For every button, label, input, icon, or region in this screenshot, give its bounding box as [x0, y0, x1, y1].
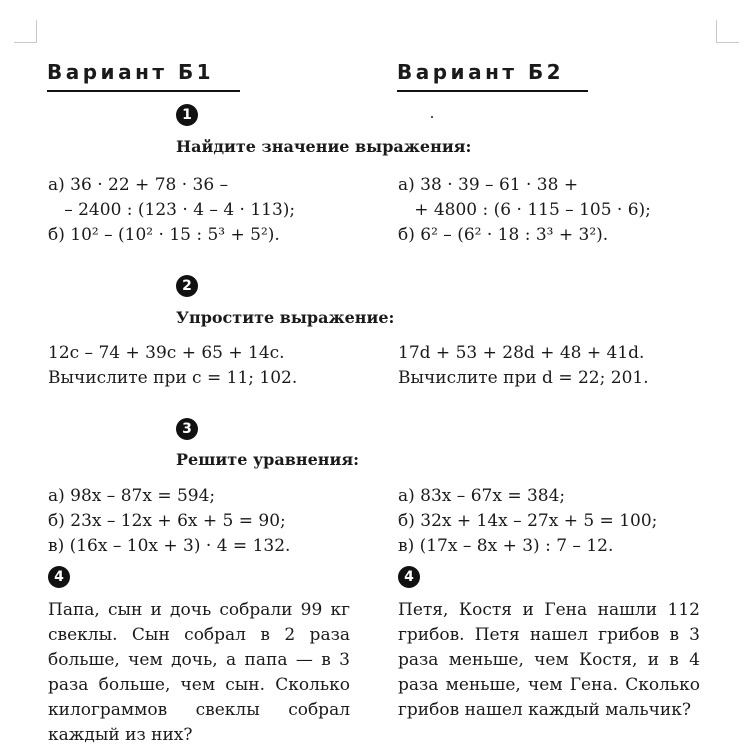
task-4-right-problem: Петя, Костя и Гена нашли 112 грибов. Петя нашел грибов в 3 раза меньше, чем Костя, и в 4 раза меньше, чем Гена. Сколько грибов нашел каждый мальчик? — [398, 600, 700, 720]
corner-mark-top-right — [716, 20, 739, 43]
task-1-right-line: б) 6² – (6² · 18 : 3³ + 3²). — [398, 225, 609, 245]
task-1-right-line: + 4800 : (6 · 115 – 105 · 6); — [398, 200, 651, 220]
task-4-left-number-icon: 4 — [48, 566, 70, 588]
task-3-right-line: б) 32x + 14x – 27x + 5 = 100; — [398, 511, 658, 531]
task-1-left — [48, 173, 295, 248]
task-2-right — [398, 341, 649, 391]
task-3-heading: Решите уравнения: — [176, 450, 360, 469]
task-2-number-icon: 2 — [176, 275, 198, 297]
speck — [431, 116, 433, 118]
task-2-heading: Упростите выражение: — [176, 308, 395, 327]
task-3-left-line: б) 23x – 12x + 6x + 5 = 90; — [48, 511, 286, 531]
task-3-right-line: в) (17x – 8x + 3) : 7 – 12. — [398, 536, 614, 556]
corner-mark-top-left — [14, 20, 37, 43]
task-1-heading: Найдите значение выражения: — [176, 137, 472, 156]
task-2-right-line: Вычислите при d = 22; 201. — [398, 368, 649, 388]
variant-b2-title: Вариант Б2 — [397, 60, 588, 92]
task-4-left-problem: Папа, сын и дочь собрали 99 кг свеклы. Сын собрал в 2 раза больше, чем дочь, а папа — в 3 раза больше, чем сын. Сколько килограммов свеклы собрал каждый из них? — [48, 600, 350, 745]
task-1-left-line: б) 10² – (10² · 15 : 5³ + 5²). — [48, 225, 280, 245]
task-3-left-line: а) 98x – 87x = 594; — [48, 486, 216, 506]
task-1-right — [398, 173, 651, 248]
task-3-right-line: а) 83x – 67x = 384; — [398, 486, 566, 506]
task-2-left-line: 12c – 74 + 39c + 65 + 14c. — [48, 343, 285, 363]
task-2-left — [48, 341, 297, 391]
task-3-left-line: в) (16x – 10x + 3) · 4 = 132. — [48, 536, 291, 556]
task-2-right-line: 17d + 53 + 28d + 48 + 41d. — [398, 343, 645, 363]
variant-b1-title: Вариант Б1 — [47, 60, 240, 92]
task-1-left-line: а) 36 · 22 + 78 · 36 – — [48, 175, 229, 195]
task-4-right-number-icon: 4 — [398, 566, 420, 588]
task-1-right-line: а) 38 · 39 – 61 · 38 + — [398, 175, 579, 195]
task-3-number-icon: 3 — [176, 418, 198, 440]
task-2-left-line: Вычислите при c = 11; 102. — [48, 368, 298, 388]
task-1-number-icon: 1 — [176, 104, 198, 126]
task-1-left-line: – 2400 : (123 · 4 – 4 · 113); — [48, 200, 296, 220]
task-3-left — [48, 484, 290, 559]
task-3-right — [398, 484, 657, 559]
